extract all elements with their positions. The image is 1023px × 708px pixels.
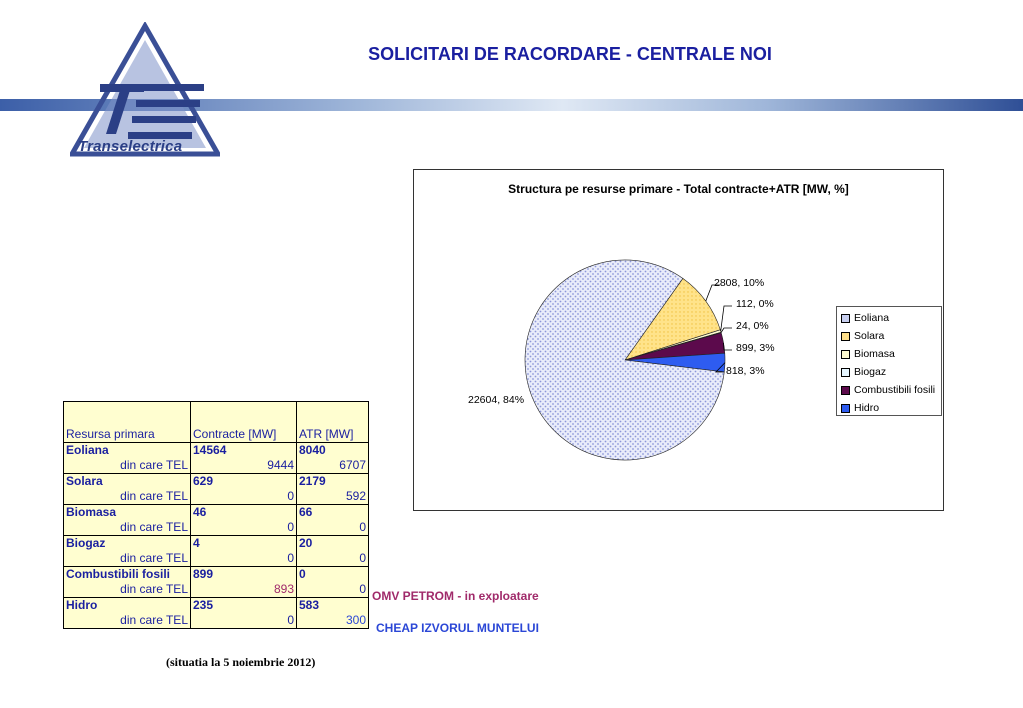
- subrow-contracte: 893: [191, 582, 297, 598]
- subrow-atr: 592: [297, 489, 369, 505]
- subrow-atr: 0: [297, 582, 369, 598]
- data-table: [63, 401, 369, 629]
- header-atr: ATR [MW]: [297, 402, 369, 443]
- chart-title: Structura pe resurse primare - Total contracte+ATR [MW, %]: [508, 182, 849, 196]
- table-subrow: [64, 489, 369, 505]
- note-omv-petrom: OMV PETROM - in exploatare: [372, 589, 539, 603]
- legend-item: [841, 309, 941, 327]
- row-contracte: 899: [191, 567, 297, 583]
- row-name: Solara: [64, 474, 191, 490]
- row-contracte: 46: [191, 505, 297, 521]
- subrow-atr: 6707: [297, 458, 369, 474]
- leader-line: [721, 306, 732, 331]
- leader-line: [721, 328, 732, 333]
- chart-legend: [836, 306, 942, 416]
- legend-swatch: [841, 314, 850, 323]
- legend-swatch: [841, 386, 850, 395]
- row-contracte: 4: [191, 536, 297, 552]
- page-title: SOLICITARI DE RACORDARE - CENTRALE NOI: [368, 44, 772, 64]
- row-atr: 20: [297, 536, 369, 552]
- row-atr: 2179: [297, 474, 369, 490]
- legend-item: [841, 327, 941, 345]
- legend-swatch: [841, 404, 850, 413]
- legend-item: [841, 381, 941, 399]
- row-name: Combustibili fosili: [64, 567, 191, 583]
- row-contracte: 235: [191, 598, 297, 614]
- subrow-contracte: 0: [191, 613, 297, 629]
- data-label: 112, 0%: [736, 298, 774, 310]
- row-name: Eoliana: [64, 443, 191, 459]
- subrow-contracte: 0: [191, 520, 297, 536]
- legend-swatch: [841, 368, 850, 377]
- situation-date: (situatia la 5 noiembrie 2012): [166, 655, 316, 669]
- table-row: [64, 443, 369, 459]
- table-header-row: [64, 402, 369, 443]
- row-contracte: 14564: [191, 443, 297, 459]
- table-row: [64, 567, 369, 583]
- subrow-atr: 0: [297, 520, 369, 536]
- legend-label: Eoliana: [854, 312, 890, 324]
- data-label: 24, 0%: [736, 320, 769, 332]
- table-row: [64, 474, 369, 490]
- data-label: 818, 3%: [726, 365, 765, 377]
- legend-swatch: [841, 332, 850, 341]
- table-row: [64, 598, 369, 614]
- subrow-label: din care TEL: [64, 582, 191, 598]
- table-row: [64, 505, 369, 521]
- legend-label: Combustibili fosili: [854, 384, 936, 396]
- row-contracte: 629: [191, 474, 297, 490]
- legend-label: Biogaz: [854, 366, 887, 378]
- table-subrow: [64, 458, 369, 474]
- subrow-label: din care TEL: [64, 551, 191, 567]
- data-label: 22604, 84%: [468, 394, 525, 406]
- header-contracte: Contracte [MW]: [191, 402, 297, 443]
- row-atr: 66: [297, 505, 369, 521]
- row-atr: 583: [297, 598, 369, 614]
- subrow-atr: 300: [297, 613, 369, 629]
- table-subrow: [64, 613, 369, 629]
- subrow-contracte: 9444: [191, 458, 297, 474]
- data-label: 2808, 10%: [714, 277, 765, 289]
- legend-item: [841, 399, 941, 417]
- row-atr: 0: [297, 567, 369, 583]
- leader-line: [724, 343, 733, 350]
- row-name: Biogaz: [64, 536, 191, 552]
- table-row: [64, 536, 369, 552]
- legend-label: Hidro: [854, 402, 880, 414]
- subrow-label: din care TEL: [64, 520, 191, 536]
- row-name: Hidro: [64, 598, 191, 614]
- data-label: 899, 3%: [736, 342, 775, 354]
- note-cheap-izvorul: CHEAP IZVORUL MUNTELUI: [376, 621, 539, 635]
- pie-chart: [414, 170, 834, 510]
- row-name: Biomasa: [64, 505, 191, 521]
- subrow-contracte: 0: [191, 489, 297, 505]
- row-atr: 8040: [297, 443, 369, 459]
- table-subrow: [64, 551, 369, 567]
- subrow-atr: 0: [297, 551, 369, 567]
- header-resursa: Resursa primara: [64, 402, 191, 443]
- subrow-label: din care TEL: [64, 613, 191, 629]
- legend-label: Biomasa: [854, 348, 895, 360]
- legend-swatch: [841, 350, 850, 359]
- subrow-label: din care TEL: [64, 458, 191, 474]
- table-subrow: [64, 520, 369, 536]
- logo-text: Transelectrica: [78, 138, 183, 155]
- subrow-contracte: 0: [191, 551, 297, 567]
- legend-item: [841, 363, 941, 381]
- legend-label: Solara: [854, 330, 885, 342]
- pie-chart-box: [413, 169, 944, 511]
- subrow-label: din care TEL: [64, 489, 191, 505]
- table-subrow: [64, 582, 369, 598]
- legend-item: [841, 345, 941, 363]
